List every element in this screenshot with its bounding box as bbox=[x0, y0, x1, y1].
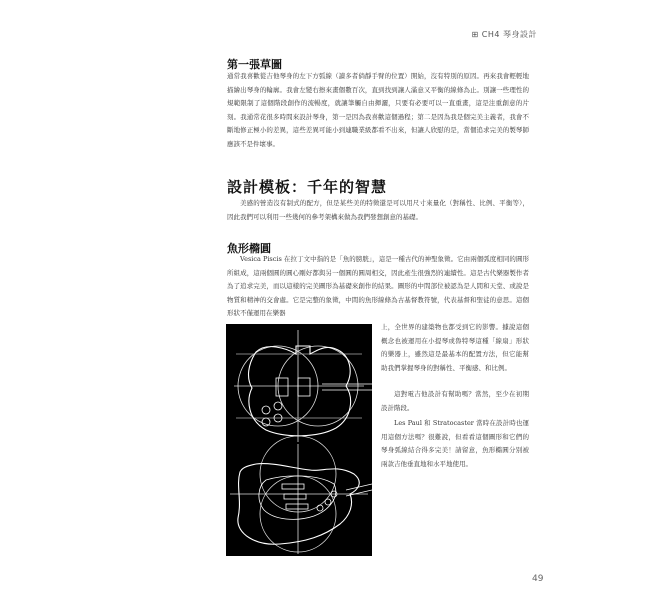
section-heading-first-sketch: 第一張草圖 bbox=[227, 58, 282, 71]
section-heading-design-template: 設計模板：千年的智慧 bbox=[227, 178, 388, 196]
paragraph-first-sketch: 通常我喜歡從吉他琴身的左下方弧線（讀多者倘靜手臂的位置）開始，沒有特別的原因。再來我會輕輕地描繪出琴身的輪廓。我會左變右擦來畫個數百次，直到找到讓人滿意又平衡的線條為止。別讓一些理性的規範限制了這個階段創作的流暢度，就讓筆觸自由揮灑，只要有必要可以一直重畫，這是注重創意的片刻。我通常花很多時間來設計琴身，第一是因為我喜歡這個過程；第二是因為我是個完美主義者，我會不斷地修正極小的差異，這些差異可能小到連職業級都看不出來，但讓人欣慰的是，當個追求完美的製琴師應該不是件壞事。 bbox=[227, 72, 529, 148]
guitar-vesica-figure bbox=[226, 324, 372, 556]
paragraph-vesica-piscis: Vesica Piscis 在拉丁文中指的是「魚的膀胱」，這是一種古代的神聖象徵。它由兩個弧度相同的圓形所組成，這兩個圓的圓心剛好都與另一個圓的圓周相交，因此產生很強烈的連續性。這是古代樂器製作者為了追求完美，而以這樣的完美圖形為基礎來創作的結果。圖形的中間部位被認為是人間和天堂、或說是物質和精神的交會處。它是完整的象徵，中間的魚形線條為古基督教符號，代表基督和聖徒的意思。這個形狀不僅運用在樂器 bbox=[227, 255, 529, 317]
page-number: 49 bbox=[532, 574, 544, 584]
paragraph-les-paul-strat: Les Paul 和 Stratocaster 當時在設計時也運用這個方法嗎？很難說，但看看這個圖形和它們的琴身弧線結合得多完美！請留意，魚形橢圓分別被兩款吉他垂直地和水平地使用。 bbox=[381, 419, 529, 468]
guitar-vesica-diagram bbox=[226, 324, 372, 556]
section-heading-vesica-piscis: 魚形橢圓 bbox=[227, 242, 271, 255]
paragraph-design-template: 美感的營造沒有制式的配方，但是某些美的特徵還是可以用尺寸來量化（對稱性、比例、平衡等），因此我們可以利用一些幾何的參考架構來做為我們發想創意的基礎。 bbox=[227, 199, 529, 221]
running-head: ⊞ CH4 琴身設計 bbox=[471, 30, 537, 39]
paragraph-vesica-piscis-wrap: 上，全世界的建築物也都受到它的影響。據說這個概念也被運用在小提琴或魯特琴這種「線扇」形狀的樂器上，雖然這是最基本的配置方法，但它能幫助我們掌握琴身的對稱性、平衡感、和比例。 bbox=[381, 323, 529, 372]
paragraph-question: 這對電吉他設計有幫助嗎？當然，至少在初期設計階段。 bbox=[381, 390, 529, 412]
